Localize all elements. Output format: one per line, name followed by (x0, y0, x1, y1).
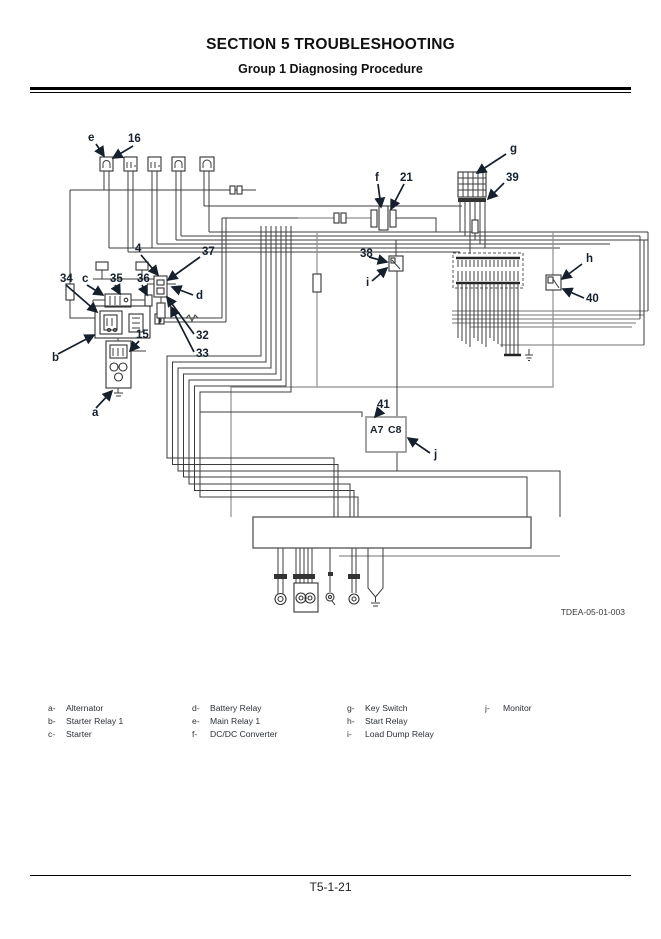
callout-j: j (434, 449, 438, 461)
legend-item-h (347, 715, 434, 728)
callout-a: a (92, 407, 99, 419)
callout-f: f (375, 172, 379, 184)
callout-40: 40 (586, 293, 599, 305)
legend-key: g- (347, 703, 355, 713)
legend-label: Monitor (503, 703, 532, 713)
figure-code: TDEA-05-01-003 (560, 607, 625, 617)
key-switch-symbol (458, 172, 486, 254)
monitor-pin-c8: C8 (388, 424, 402, 436)
callout-32: 32 (196, 330, 209, 342)
legend-label: Start Relay (365, 716, 408, 726)
callout-41: 41 (377, 399, 390, 411)
legend-label: Alternator (66, 703, 104, 713)
footer-rule (30, 875, 631, 876)
callout-15: 15 (136, 329, 149, 341)
legend-item-f (192, 728, 277, 741)
legend-key: f- (192, 729, 198, 739)
legend-label: Starter Relay 1 (66, 716, 124, 726)
legend-item-c (48, 728, 123, 741)
legend-label: DC/DC Converter (210, 729, 278, 739)
legend-key: h- (347, 716, 355, 726)
legend-item-a (48, 702, 123, 715)
legend-column-2 (192, 702, 277, 741)
callout-36: 36 (137, 273, 150, 285)
legend-column-3 (347, 702, 434, 741)
legend-column-1 (48, 702, 123, 741)
starter-circuit (93, 262, 176, 396)
callout-34: 34 (60, 273, 73, 285)
legend-item-e (192, 715, 277, 728)
load-dump-relay-symbol (389, 240, 403, 271)
dcdc-converter-symbol (298, 206, 436, 232)
callout-b: b (52, 352, 60, 364)
callout-21: 21 (400, 172, 413, 184)
section-title: SECTION 5 TROUBLESHOOTING (206, 36, 455, 53)
legend-key: a- (48, 703, 56, 713)
monitor-box (366, 417, 406, 452)
wire-harness (66, 171, 648, 517)
start-relay-symbol (546, 232, 561, 290)
callout-16: 16 (128, 133, 141, 145)
callout-h: h (586, 253, 594, 265)
legend-item-b (48, 715, 123, 728)
legend-key: i- (347, 729, 352, 739)
callout-e: e (88, 132, 95, 144)
monitor-pin-a7: A7 (370, 424, 384, 436)
legend-item-i (347, 728, 434, 741)
callout-g: g (510, 143, 518, 155)
legend-label: Key Switch (365, 703, 408, 713)
legend-item-j (485, 702, 532, 715)
legend-label: Main Relay 1 (210, 716, 261, 726)
legend-item-g (347, 702, 434, 715)
callout-4: 4 (135, 243, 142, 255)
legend-key: j- (485, 703, 490, 713)
legend-label: Load Dump Relay (365, 729, 434, 739)
group-title: Group 1 Diagnosing Procedure (238, 62, 423, 76)
legend-key: d- (192, 703, 200, 713)
callout-39: 39 (506, 172, 519, 184)
relay-fuse-row (100, 157, 214, 171)
legend (48, 702, 638, 747)
legend-key: b- (48, 716, 56, 726)
page-number: T5-1-21 (309, 880, 352, 894)
legend-label: Starter (66, 729, 92, 739)
legend-item-d (192, 702, 277, 715)
legend-column-4 (485, 702, 532, 715)
callout-i: i (366, 277, 370, 289)
callout-33: 33 (196, 348, 209, 360)
callout-37: 37 (202, 246, 215, 258)
legend-key: e- (192, 716, 200, 726)
legend-label: Battery Relay (210, 703, 262, 713)
bus-box (253, 517, 560, 612)
callout-35: 35 (110, 273, 123, 285)
callout-c: c (82, 273, 89, 285)
connector-block (453, 253, 533, 361)
callout-38: 38 (360, 248, 373, 260)
callout-d: d (196, 290, 204, 302)
legend-key: c- (48, 729, 56, 739)
